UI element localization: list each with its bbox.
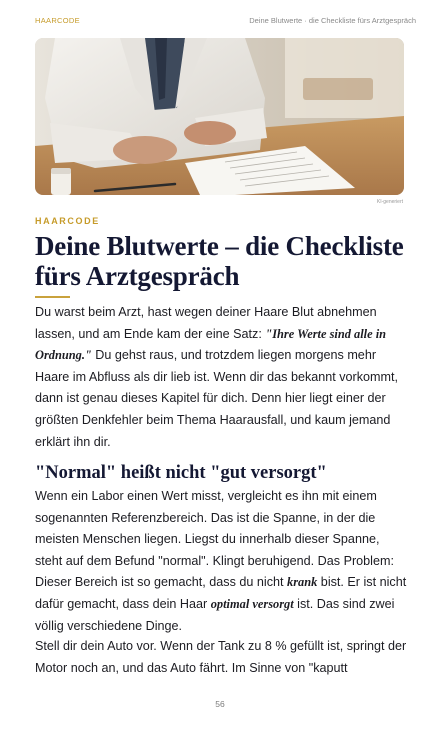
image-caption: KI-generiert <box>376 199 403 205</box>
intro-text-1: Du warst beim Arzt, hast wegen deiner Haare Blut abnehmen lassen, und am Ende kam der eine Satz: <box>35 305 377 341</box>
running-header-title: Deine Blutwerte · die Checkliste fürs Arztgespräch <box>249 16 416 25</box>
running-header-brand: HAARCODE <box>35 16 80 25</box>
running-header <box>35 16 416 25</box>
page-number: 56 <box>215 699 225 709</box>
para2-text-1: Wenn ein Labor einen Wert misst, vergleicht es ihn mit einem sogenannten Referenzbereich. Das ist die Spanne, in der die meisten Menschen liegen. Liegst du innerhalb dieser Spanne, steht auf dem Befund "normal". Klingt beruhigend. Das Problem: Dieser Bereich ist so gemacht, dass du nicht <box>35 489 394 590</box>
doctor-quote: "Ihre Werte sind alle in Ordnung." <box>35 326 387 363</box>
doctor-desk-illustration <box>35 38 404 195</box>
para2-text-3: ist. Das sind zwei völlig verschiedene Dinge. <box>35 596 395 633</box>
car-analogy-paragraph: Stell dir dein Auto vor. Wenn der Tank zu 8 % gefüllt ist, springt der Motor noch an, und das Auto fährt. Im Sinne von "kaputt <box>35 639 407 675</box>
section-heading: "Normal" heißt nicht "gut versorgt" <box>35 463 327 483</box>
reference-range-paragraph <box>35 486 407 637</box>
para2-text-2: bist. Er ist nicht dafür gemacht, dass dein Haar <box>35 575 407 611</box>
chapter-title: Deine Blutwerte – die Checkliste fürs Arztgespräch <box>35 231 404 291</box>
hero-image <box>35 38 404 195</box>
title-divider <box>35 296 70 298</box>
intro-text-2: Du gehst raus, und trotzdem liegen morgens mehr Haare im Abfluss als dir lieb ist. Wenn dir das bekannt vorkommt, dann ist genau dieses Kapitel für dich. Denn hier liegt einer der größten Denkfehler beim Thema Haarausfall, und kaum jemand erklärt ihn dir. <box>35 348 399 449</box>
chapter-kicker: HAARCODE <box>35 216 100 226</box>
emphasis-optimal-versorgt: optimal versorgt <box>210 596 294 611</box>
intro-paragraph <box>35 302 407 453</box>
emphasis-krank: krank <box>287 575 318 590</box>
